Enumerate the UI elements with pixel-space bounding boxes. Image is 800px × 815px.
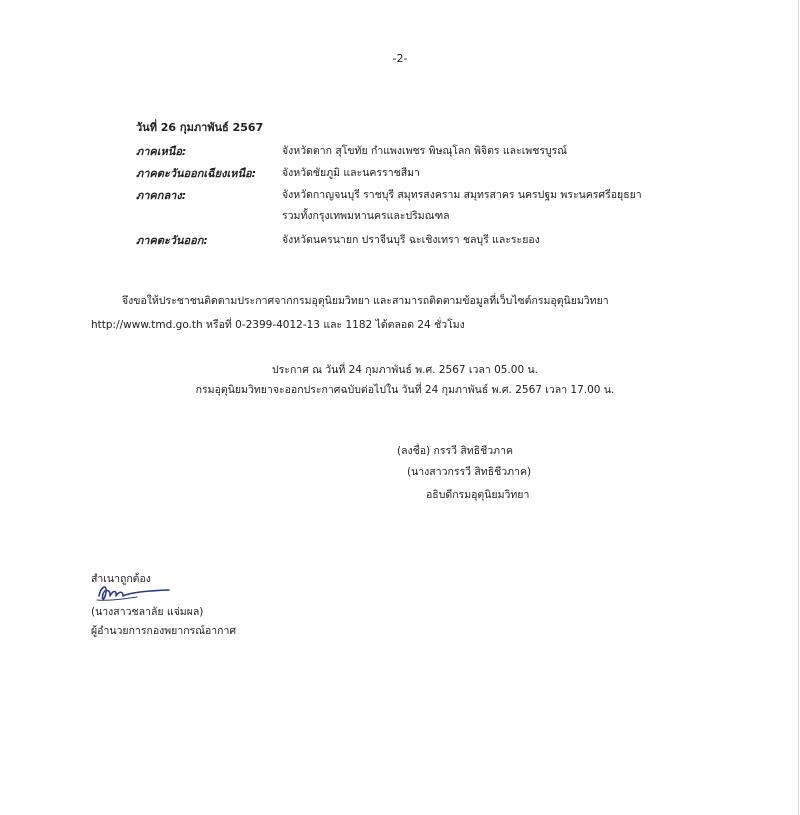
forecast-date: วันที่ 26 กุมภาพันธ์ 2567 (136, 121, 264, 134)
region-value-central-line2: รวมทั้งกรุงเทพมหานครและปริมณฑล (282, 210, 450, 222)
certified-copy-heading: สำเนาถูกต้อง (91, 573, 151, 585)
region-label-north: ภาคเหนือ: (136, 145, 187, 158)
region-label-central: ภาคกลาง: (136, 189, 187, 202)
certified-copy-title: ผู้อำนวยการกองพยากรณ์อากาศ (91, 625, 237, 637)
region-value-north: จังหวัดตาก สุโขทัย กำแพงเพชร พิษณุโลก พิจิตร และเพชรบูรณ์ (282, 145, 568, 157)
signatory-title: อธิบดีกรมอุตุนิยมวิทยา (426, 489, 530, 501)
region-value-northeast: จังหวัดชัยภูมิ และนครราชสีมา (282, 167, 420, 179)
announcement-issued: ประกาศ ณ วันที่ 24 กุมภาพันธ์ พ.ศ. 2567 เวลา 05.00 น. (272, 364, 538, 376)
region-value-central: จังหวัดกาญจนบุรี ราชบุรี สมุทรสงคราม สมุทรสาคร นครปฐม พระนครศรีอยุธยา (282, 189, 642, 201)
region-label-east: ภาคตะวันออก: (136, 234, 208, 247)
signatory-name: (นางสาวกรรวี สิทธิชีวภาค) (407, 466, 532, 478)
certified-copy-name: (นางสาวชลาลัย แจ่มผล) (91, 606, 204, 618)
notice-line-1: จึงขอให้ประชาชนติดตามประกาศจากกรมอุตุนิยมวิทยา และสามารถติดตามข้อมูลที่เว็บไซต์กรมอุตุนิยมวิทยา (122, 295, 609, 307)
signatory-signed: (ลงชื่อ) กรรวี สิทธิชีวภาค (397, 445, 513, 457)
page-number: -2- (392, 52, 408, 65)
announcement-next: กรมอุตุนิยมวิทยาจะออกประกาศฉบับต่อไปใน วันที่ 24 กุมภาพันธ์ พ.ศ. 2567 เวลา 17.00 น. (195, 384, 615, 396)
region-label-northeast: ภาคตะวันออกเฉียงเหนือ: (136, 167, 257, 180)
region-value-east: จังหวัดนครนายก ปราจีนบุรี ฉะเชิงเทรา ชลบุรี และระยอง (282, 234, 540, 246)
notice-line-2: http://www.tmd.go.th หรือที่ 0-2399-4012-13 และ 1182 ได้ตลอด 24 ชั่วโมง (91, 319, 465, 331)
